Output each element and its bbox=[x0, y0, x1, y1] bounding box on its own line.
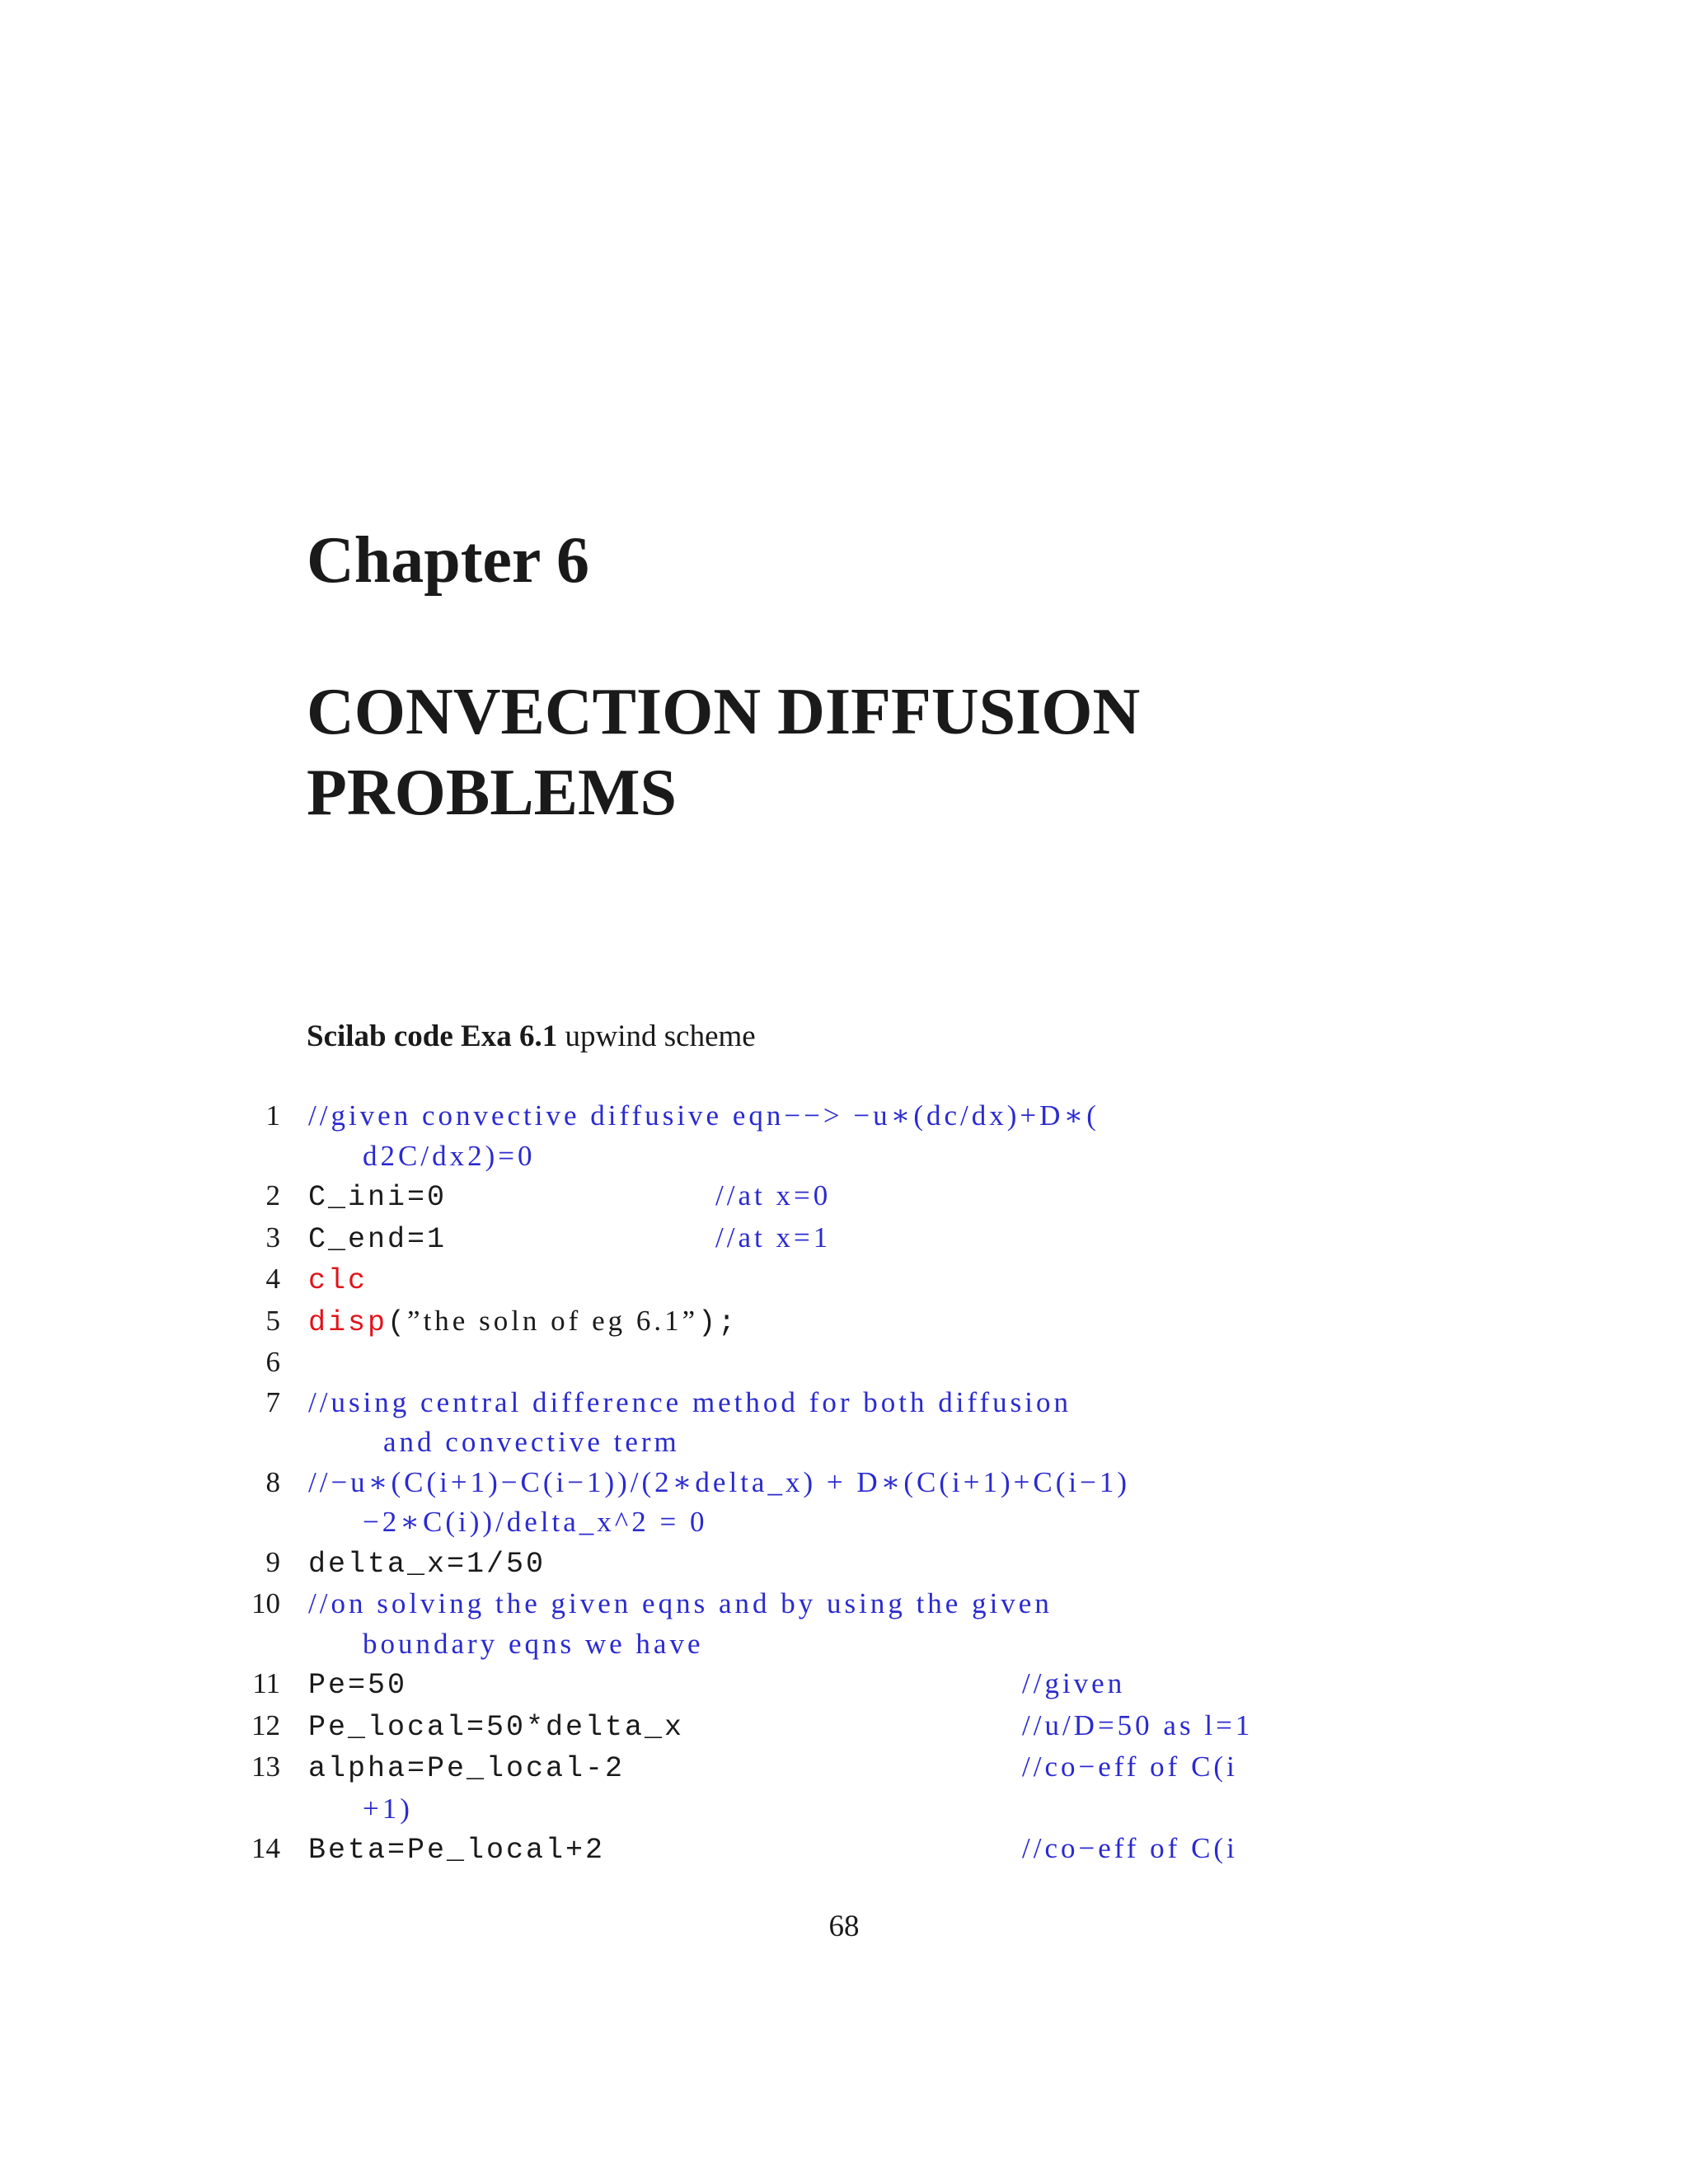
line-number: 9 bbox=[265, 1545, 280, 1578]
line-number: 11 bbox=[252, 1667, 280, 1699]
code-line-2 bbox=[0, 1176, 1688, 1218]
line-number: 13 bbox=[251, 1750, 280, 1783]
code-line-11 bbox=[0, 1664, 1688, 1706]
code-statement: delta_x=1/50 bbox=[308, 1547, 546, 1581]
page-number: 68 bbox=[828, 1910, 860, 1943]
code-comment: //given bbox=[1022, 1667, 1126, 1699]
line-number: 8 bbox=[265, 1465, 280, 1498]
code-line-6 bbox=[0, 1343, 1688, 1383]
code-line-9 bbox=[0, 1543, 1688, 1585]
code-statement: Pe=50 bbox=[308, 1669, 408, 1702]
code-comment: //at x=0 bbox=[715, 1179, 832, 1212]
code-keyword: clc bbox=[308, 1264, 368, 1297]
code-line-14 bbox=[0, 1829, 1688, 1871]
chapter-title-line-2: PROBLEMS bbox=[307, 757, 677, 829]
code-comment: //u/D=50 as l=1 bbox=[1022, 1708, 1254, 1741]
code-line-13 bbox=[0, 1747, 1688, 1829]
code-punctuation: ); bbox=[698, 1305, 738, 1339]
chapter-title-line-1: CONVECTION DIFFUSION bbox=[307, 676, 1141, 748]
line-number: 5 bbox=[265, 1304, 280, 1337]
code-line-10 bbox=[0, 1584, 1688, 1664]
code-keyword: disp bbox=[308, 1305, 388, 1339]
code-statement: Pe_local=50*delta_x bbox=[308, 1710, 685, 1744]
code-comment: //given convective diffusive eqn−−> −u∗(dc/dx)+D∗( bbox=[308, 1099, 1100, 1132]
code-comment-continuation: d2C/dx2)=0 bbox=[363, 1139, 536, 1172]
code-comment-continuation: boundary eqns we have bbox=[363, 1627, 704, 1660]
code-line-4 bbox=[0, 1259, 1688, 1301]
code-comment-continuation: and convective term bbox=[383, 1426, 680, 1458]
code-statement: alpha=Pe_local-2 bbox=[308, 1752, 626, 1785]
code-line-3 bbox=[0, 1218, 1688, 1260]
line-number: 7 bbox=[265, 1385, 280, 1418]
code-string: ”the soln of eg 6.1” bbox=[407, 1304, 699, 1337]
code-statement: C_end=1 bbox=[308, 1222, 448, 1256]
code-line-12 bbox=[0, 1706, 1688, 1748]
code-listing bbox=[0, 1096, 1688, 1871]
line-number: 1 bbox=[265, 1099, 280, 1132]
chapter-label: Chapter 6 bbox=[307, 524, 589, 597]
code-statement: Beta=Pe_local+2 bbox=[308, 1834, 606, 1867]
code-comment-continuation: +1) bbox=[363, 1792, 413, 1825]
code-caption-text: upwind scheme bbox=[565, 1019, 756, 1053]
code-line-8 bbox=[0, 1463, 1688, 1543]
code-punctuation: ( bbox=[387, 1305, 408, 1339]
line-number: 3 bbox=[265, 1221, 280, 1254]
code-comment: //co−eff of C(i bbox=[1022, 1832, 1238, 1864]
line-number: 12 bbox=[251, 1708, 280, 1741]
line-number: 6 bbox=[265, 1346, 280, 1378]
code-comment: //−u∗(C(i+1)−C(i−1))/(2∗delta_x) + D∗(C(i+1)+C(i−1) bbox=[308, 1465, 1131, 1498]
code-comment: //using central difference method for both diffusion bbox=[308, 1385, 1071, 1418]
code-comment-continuation: −2∗C(i))/delta_x^2 = 0 bbox=[363, 1506, 708, 1538]
code-line-7 bbox=[0, 1383, 1688, 1463]
line-number: 2 bbox=[265, 1179, 280, 1212]
code-line-1 bbox=[0, 1096, 1688, 1176]
chapter-title bbox=[307, 672, 1461, 833]
line-number: 4 bbox=[265, 1263, 280, 1295]
code-comment: //co−eff of C(i bbox=[1022, 1750, 1238, 1783]
code-caption bbox=[307, 1019, 756, 1055]
line-number: 14 bbox=[251, 1832, 280, 1864]
code-comment: //on solving the given eqns and by using the given bbox=[308, 1587, 1053, 1619]
code-caption-label: Scilab code Exa 6.1 bbox=[307, 1019, 558, 1053]
code-comment: //at x=1 bbox=[715, 1221, 832, 1254]
line-number: 10 bbox=[251, 1587, 280, 1619]
code-line-5 bbox=[0, 1301, 1688, 1343]
code-statement: C_ini=0 bbox=[308, 1181, 448, 1214]
